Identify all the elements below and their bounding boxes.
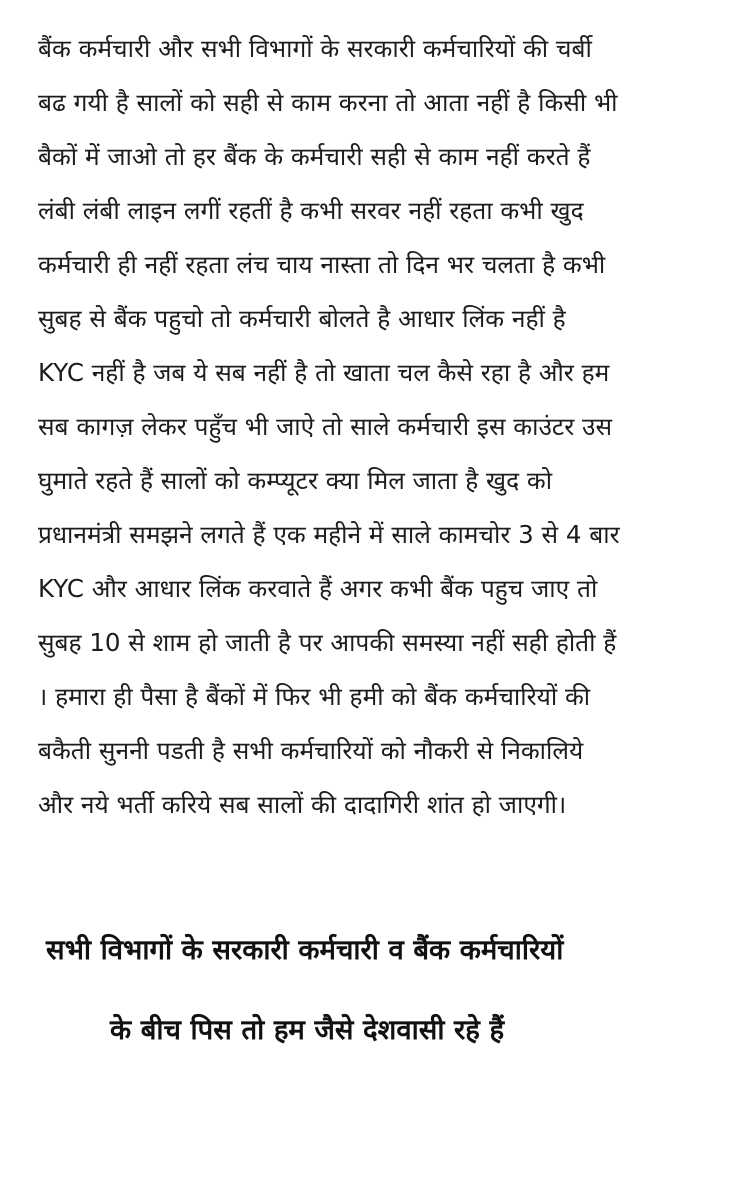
body-line-2: बढ गयी है सालों को सही से काम करना तो आता नहीं है किसी भी bbox=[38, 88, 618, 117]
body-line-5: कर्मचारी ही नहीं रहता लंच चाय नास्ता तो दिन भर चलता है कभी bbox=[38, 250, 606, 279]
closing-line-1: सभी विभागों के सरकारी कर्मचारी व बैंक कर्मचारियों bbox=[46, 934, 564, 966]
closing-statement bbox=[0, 920, 756, 1080]
body-line-10: प्रधानमंत्री समझने लगते हैं एक महीने में साले कामचोर 3 से 4 बार bbox=[38, 520, 620, 549]
body-line-1: बैंक कर्मचारी और सभी विभागों के सरकारी कर्मचारियों की चर्बी bbox=[38, 34, 592, 63]
body-line-9: घुमाते रहते हैं सालों को कम्प्यूटर क्या मिल जाता है खुद को bbox=[38, 466, 553, 495]
body-line-12: सुबह 10 से शाम हो जाती है पर आपकी समस्या नहीं सही होती हैं bbox=[38, 628, 617, 657]
closing-line-2: के बीच पिस तो हम जैसे देशवासी रहे हैं bbox=[110, 1014, 505, 1046]
body-line-15: और नये भर्ती करिये सब सालों की दादागिरी शांत हो जाएगी। bbox=[38, 790, 567, 819]
body-line-13: । हमारा ही पैसा है बैंकों में फिर भी हमी को बैंक कर्मचारियों की bbox=[38, 682, 591, 711]
body-line-6: सुबह से बैंक पहुचो तो कर्मचारी बोलते है आधार लिंक नहीं है bbox=[38, 304, 566, 333]
body-line-8: सब कागज़ लेकर पहुँच भी जाऐ तो साले कर्मचारी इस काउंटर उस bbox=[38, 412, 613, 441]
body-line-7: KYC नहीं है जब ये सब नहीं है तो खाता चल कैसे रहा है और हम bbox=[38, 358, 610, 387]
body-line-3: बैकों में जाओ तो हर बैंक के कर्मचारी सही से काम नहीं करते हैं bbox=[38, 142, 591, 171]
body-line-4: लंबी लंबी लाइन लगीं रहतीं है कभी सरवर नहीं रहता कभी खुद bbox=[38, 196, 584, 225]
body-paragraph bbox=[38, 22, 728, 832]
body-line-11: KYC और आधार लिंक करवाते हैं अगर कभी बैंक पहुच जाए तो bbox=[38, 574, 598, 603]
body-line-14: बकैती सुननी पडती है सभी कर्मचारियों को नौकरी से निकालिये bbox=[38, 736, 584, 765]
